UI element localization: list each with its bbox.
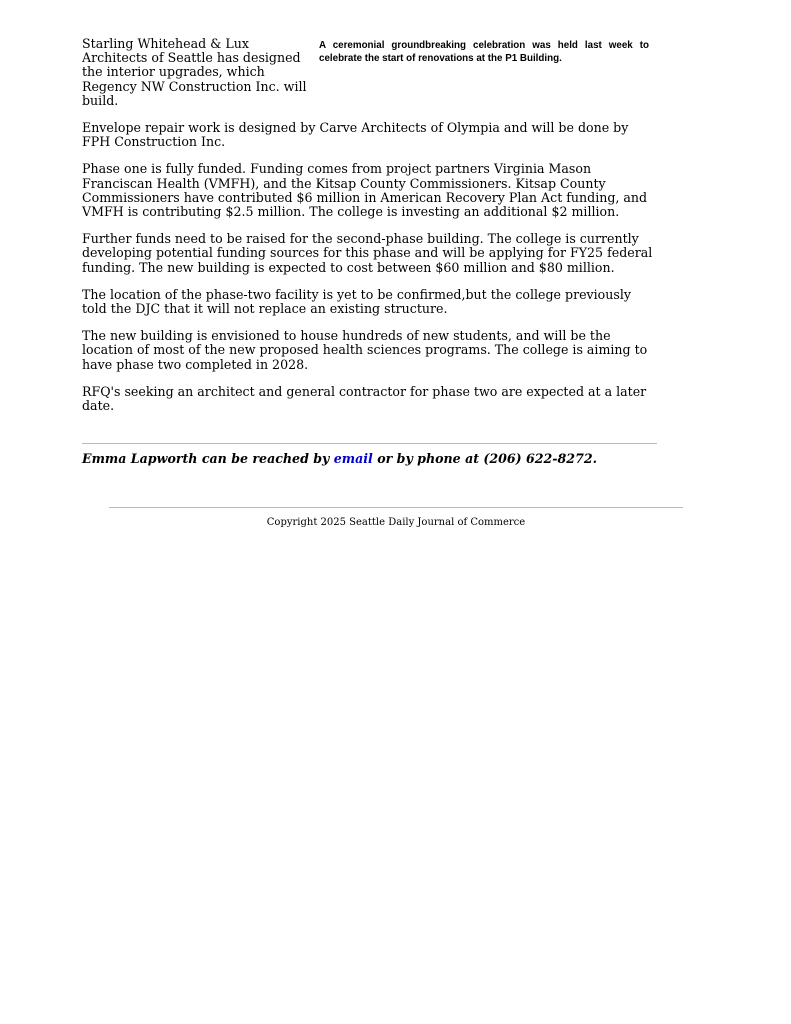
email-link[interactable]: email [333, 451, 373, 466]
paragraph-second-phase-funds: Further funds need to be raised for the second-phase building. The college is currently developing potential funding sources for this phase and will be applying for FY25 federal funding. The new building is expected to cost between $60 million and $80 million. [82, 231, 653, 275]
article-divider [82, 443, 657, 444]
article-body [82, 37, 657, 426]
footer-divider [109, 507, 683, 508]
paragraph-phase-one-funding: Phase one is fully funded. Funding comes from project partners Virginia Mason Franciscan Health (VMFH), and the Kitsap County Commissioners. Kitsap County Commissioners have contributed $6 million in American Recovery Plan Act funding, and VMFH is contributing $2.5 million. The college is investing an additional $2 million. [82, 161, 648, 220]
paragraph-new-building: The new building is envisioned to house hundreds of new students, and will be the location of most of the new proposed health sciences programs. The college is aiming to have phase two completed in 2028. [82, 328, 648, 372]
contact-text-after: or by phone at (206) 622-8272. [372, 451, 597, 466]
contact-text-before: Emma Lapworth can be reached by [82, 451, 334, 466]
photo-caption: A ceremonial groundbreaking celebration was held last week to celebrate the start of renovations at the P1 Building. [319, 40, 649, 64]
intro-paragraph: Starling Whitehead & Lux Architects of Seattle has designed the interior upgrades, which Regency NW Construction Inc. will build. [82, 37, 307, 108]
copyright-notice: Copyright 2025 Seattle Daily Journal of Commerce [266, 517, 526, 528]
paragraph-phase-two-location: The location of the phase-two facility is yet to be confirmed,but the college previously told the DJC that it will not replace an existing structure. [82, 286, 631, 317]
author-contact-line [82, 451, 682, 466]
paragraph-envelope-repair: Envelope repair work is designed by Carve Architects of Olympia and will be done by FPH Construction Inc. [82, 120, 629, 150]
paragraph-rfq: RFQ's seeking an architect and general contractor for phase two are expected at a later date. [82, 383, 647, 414]
